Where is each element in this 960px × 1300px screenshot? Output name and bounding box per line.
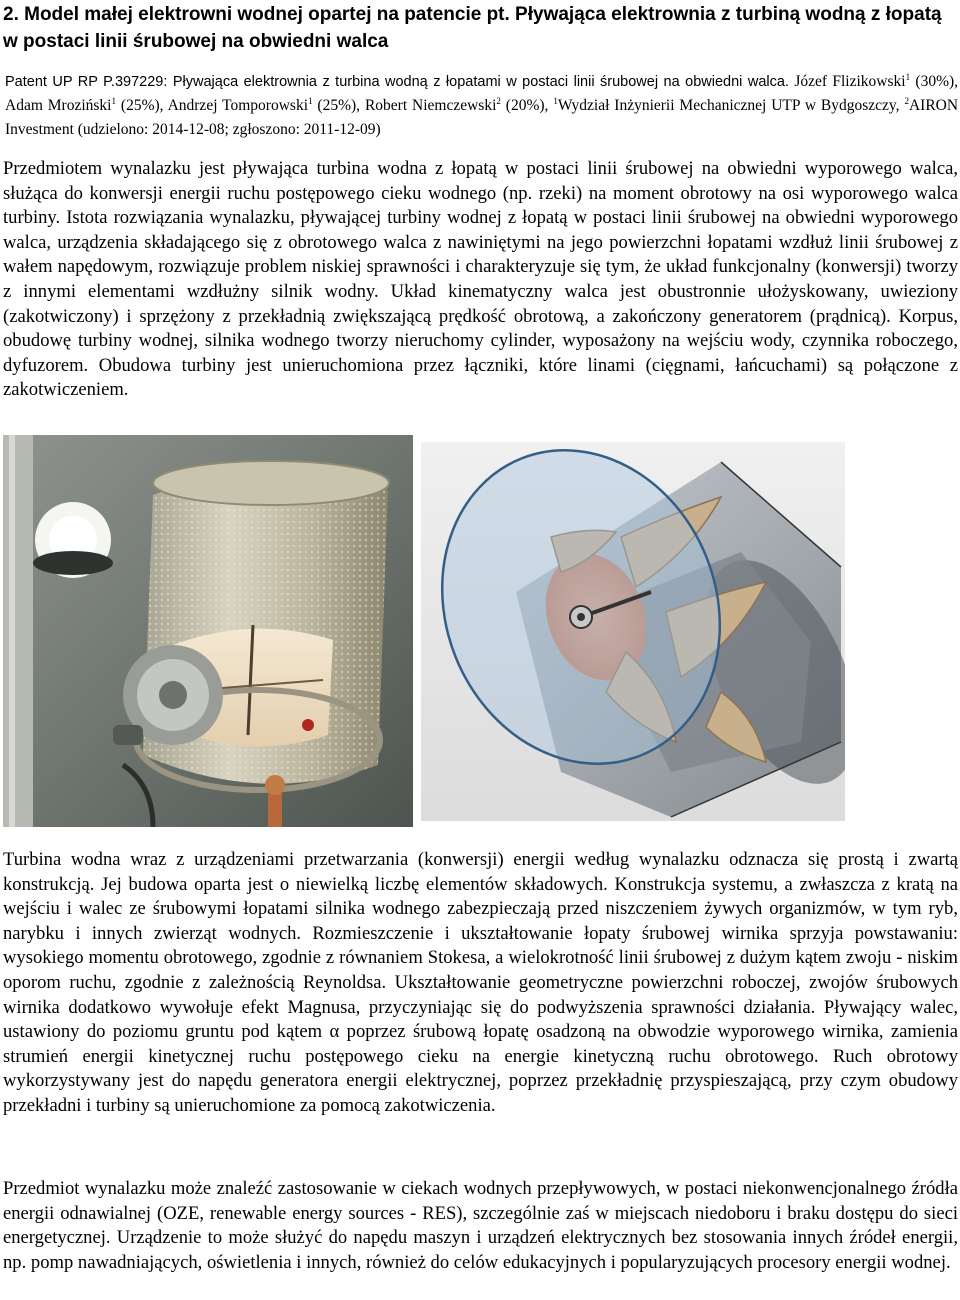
affiliation-1-sup: 1 bbox=[553, 96, 558, 107]
patent-reference bbox=[5, 70, 958, 141]
affiliation-2-sup: 2 bbox=[904, 96, 909, 107]
paragraph-applications: Przedmiot wynalazku może znaleźć zastosowanie w ciekach wodnych przepływowych, w postaci niekonwencjonalnego źródła energii odnawialnej (OZE, renewable energy sources - RES), szczególnie zaś w miejscach niedoboru i braku dostępu do sieci energetycznej. Urządzenie to może służyć do napędu maszyn i urządzeń elektrycznych bez stosowania innych źródeł energii, np. pomp nawadniających, oświetlenia i innych, również do celów edukacyjnych i popularyzujących procesory energii wodnej. bbox=[3, 1178, 958, 1273]
paragraph-invention-subject: Przedmiotem wynalazku jest pływająca turbina wodna z łopatą w postaci linii śrubowej na obwiedni wyporowego walca, służąca do konwersji energii ruchu postępowego cieku wodnego (np. rzeki) na moment obrotowy na osi wyporowego walca turbiny. Istota rozwiązania wynalazku, pływającej turbiny wodnej z łopatą w postaci linii śrubowej na obwiedni wyporowego walca, urządzenia składającego się z obrotowego walca z nawiniętymi na jego powierzchni łopatami wzdłuż linii śrubowej z wałem napędowym, rozwiązuje problem niskiej sprawności i charakteryzuje się tym, że układ funkcjonalny (konwersji) tworzy z innymi elementami wzdłużny silnik wodny. Układ kinematyczny walca jest obustronnie ułożyskowany, uwieziony (zakotwiczony) i sprzężony z przekładnią zwiększającą prędkość obrotową, a zakończony generatorem (prądnicą). Korpus, obudowę turbiny wodnej, silnika wodnego tworzy nieruchomy cylinder, wyposażony na wejściu wody, czynnika roboczego, dyfuzorem. Obudowa turbiny jest unieruchomiona przez łączniki, które linami (cięgnami, łańcuchami) są połączone z zakotwiczeniem. bbox=[3, 158, 958, 401]
author-2-share: (25%), bbox=[120, 97, 164, 115]
author-4: Robert Niemczewski bbox=[364, 97, 497, 115]
author-1-share: (30%), bbox=[915, 73, 959, 90]
author-2: Adam Mroziński bbox=[5, 97, 112, 115]
turbine-model-photo bbox=[3, 435, 413, 827]
author-1: Józef Flizikowski bbox=[794, 73, 906, 90]
affiliation-1: Wydział Inżynierii Mechanicznej UTP w Bydgoszczy, bbox=[557, 97, 900, 115]
patent-intro: Patent UP RP P.397229: Pływająca elektrownia z turbina wodną z łopatami w postaci linii śrubowej na obwiedni walca. bbox=[5, 74, 789, 90]
author-3-share: (25%), bbox=[317, 97, 361, 115]
author-1-sup: 1 bbox=[905, 71, 911, 82]
paragraph-turbine-features: Turbina wodna wraz z urządzeniami przetwarzania (konwersji) energii według wynalazku odznacza się prostą i zwartą konstrukcją. Jej budowa oparta jest o niewielką liczbę elementów składowych. Konstrukcja systemu, a zwłaszcza z kratą na wejściu i walec ze śrubowymi łopatami silnika wodnego zabezpieczają przed niszczeniem żywych organizmów, w tym ryb, narybku i innych zwierząt wodnych. Rozmieszczenie i ukształtowanie łopaty śrubowej wirnika sprzyja powstawaniu: wysokiego momentu obrotowego, zgodnie z równaniem Stokesa, a wielokrotność linii śrubowej z dużym kątem zwoju - niskim oporom ruchu, zgodnie z zależnością Reynoldsa. Ukształtowanie geometryczne powierzchni roboczej, zwojów śrubowych wirnika dodatkowo wywołuje efekt Magnusa, przyczyniając się do podwyższenia sprawności działania. Pływający walec, ustawiony do poziomu gruntu pod kątem α poprzez śrubową łopatę osadzoną na obwodzie wyporowego wirnika, zamienia strumień energii kinetycznej ruchu postępowego cieku na energie kinetyczną ruchu obrotowego. Ruch obrotowy wykorzystywany jest do napędu generatora energii elektrycznej, poprzez przekładnię przyspieszającą, przy czym obudowy przekładni i turbiny są unieruchomione za pomocą zakotwiczenia. bbox=[3, 849, 958, 1116]
author-3-sup: 1 bbox=[308, 96, 313, 107]
author-4-share: (20%), bbox=[505, 97, 549, 115]
author-3: Andrzej Tomporowski bbox=[167, 97, 308, 115]
section-heading: 2. Model małej elektrowni wodnej opartej na patencie pt. Pływająca elektrownia z turbiną wodną z łopatą w postaci linii śrubowej na obwiedni walca bbox=[3, 4, 942, 52]
author-2-sup: 1 bbox=[111, 96, 116, 107]
affiliation-2: AIRON Investment (udzielono: 2014-12-08; zgłoszono: 2011-12-09) bbox=[5, 97, 959, 138]
author-4-sup: 2 bbox=[496, 96, 501, 107]
turbine-cad-render bbox=[421, 442, 845, 821]
